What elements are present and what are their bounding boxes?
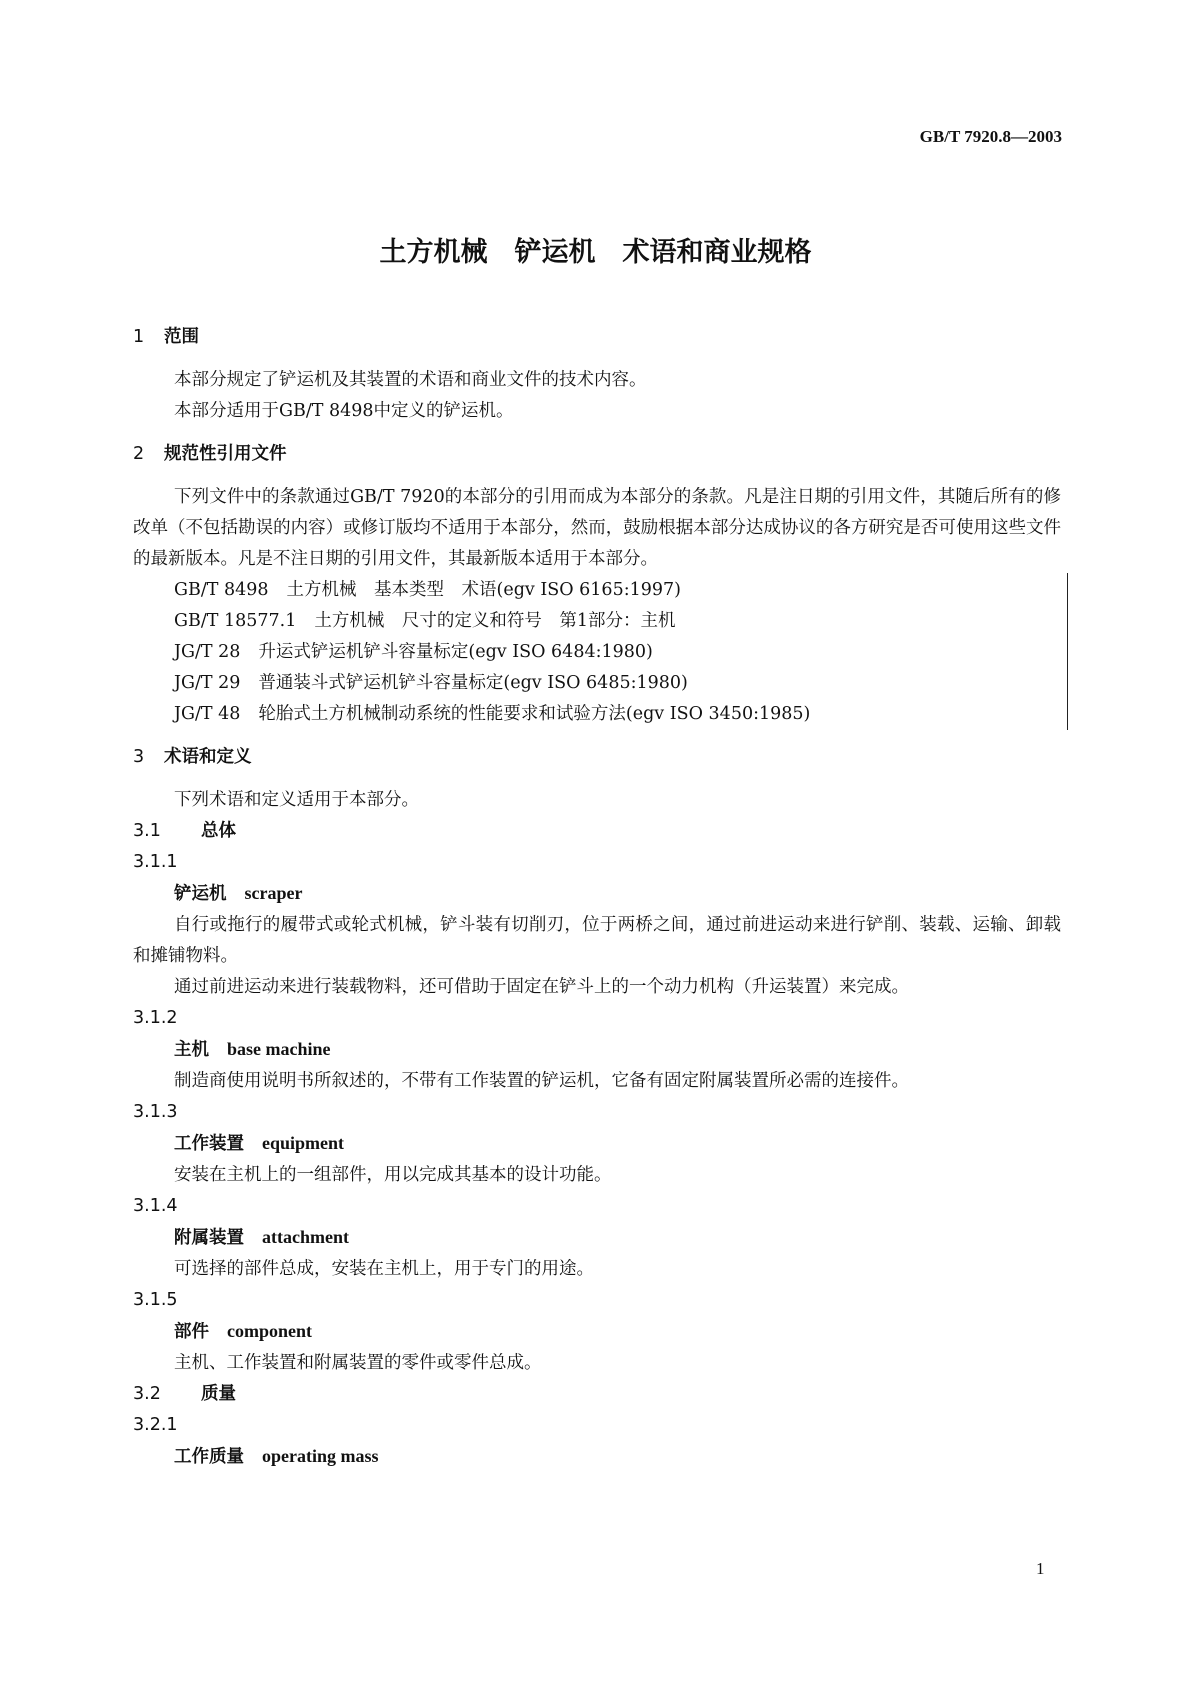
term-chinese: 工作装置 — [174, 1134, 244, 1154]
subsection-3-2-heading — [133, 1379, 1061, 1410]
reference-code: GB/T 8498 — [174, 580, 269, 600]
standard-number: GB/T 7920.8—2003 — [919, 127, 1062, 146]
term-english: component — [227, 1321, 312, 1341]
document-body — [133, 322, 1061, 1473]
section-title: 规范性引用文件 — [164, 444, 287, 464]
term-chinese: 部件 — [174, 1322, 209, 1342]
reference-title: 土方机械 尺寸的定义和符号 第1部分：主机 — [314, 611, 676, 631]
subsection-number: 3.2 — [133, 1384, 161, 1404]
term-definition: 主机、工作装置和附属装置的零件或零件总成。 — [174, 1353, 542, 1373]
page-number: 1 — [1036, 1559, 1045, 1578]
revision-bar — [1067, 573, 1068, 730]
reference-item — [133, 637, 1061, 668]
section-3-heading — [133, 742, 1061, 773]
reference-title: 升运式铲运机铲斗容量标定(egv ISO 6484:1980) — [258, 642, 653, 662]
term-note: 通过前进运动来进行装载物料，还可借助于固定在铲斗上的一个动力机构（升运装置）来完成。 — [174, 977, 909, 997]
term-english: scraper — [244, 883, 303, 903]
term-entry — [133, 1128, 1061, 1160]
paragraph: 本部分规定了铲运机及其装置的术语和商业文件的技术内容。 — [174, 370, 647, 390]
subsection-title: 质量 — [201, 1384, 236, 1404]
term-definition: 可选择的部件总成，安装在主机上，用于专门的用途。 — [174, 1259, 594, 1279]
term-english: base machine — [227, 1039, 331, 1059]
section-title: 术语和定义 — [164, 747, 252, 767]
subsection-3-1-heading — [133, 816, 1061, 847]
subsection-title: 总体 — [201, 821, 236, 841]
term-english: attachment — [262, 1227, 349, 1247]
term-chinese: 主机 — [174, 1040, 209, 1060]
term-entry — [133, 878, 1061, 910]
term-chinese: 附属装置 — [174, 1228, 244, 1248]
term-entry — [133, 1222, 1061, 1254]
reference-item — [133, 575, 1061, 606]
section-1-heading — [133, 322, 1061, 353]
term-english: operating mass — [262, 1446, 379, 1466]
reference-item — [133, 668, 1061, 699]
term-chinese: 铲运机 — [174, 884, 227, 904]
paragraph: 下列文件中的条款通过GB/T 7920的本部分的引用而成为本部分的条款。凡是注日期的引用文件，其随后所有的修改单（不包括勘误的内容）或修订版均不适用于本部分，然而，鼓励根据本部分达成协议的各方研究是否可使用这些文件的最新版本。凡是不注日期的引用文件，其最新版本适用于本部分。 — [133, 487, 1061, 569]
term-definition: 安装在主机上的一组部件，用以完成其基本的设计功能。 — [174, 1165, 612, 1185]
term-entry — [133, 1316, 1061, 1348]
reference-item — [133, 699, 1061, 730]
term-entry — [133, 1034, 1061, 1066]
subsection-number: 3.1 — [133, 821, 161, 841]
section-number: 2 — [133, 444, 145, 464]
clause-number: 3.1.3 — [133, 1102, 178, 1122]
clause-number: 3.1.2 — [133, 1008, 178, 1028]
paragraph: 下列术语和定义适用于本部分。 — [174, 790, 419, 810]
section-title: 范围 — [164, 327, 199, 347]
clause-number: 3.1.1 — [133, 852, 178, 872]
reference-title: 轮胎式土方机械制动系统的性能要求和试验方法(egv ISO 3450:1985) — [258, 704, 811, 724]
term-chinese: 工作质量 — [174, 1447, 244, 1467]
section-2-heading — [133, 439, 1061, 470]
document-title: 土方机械 铲运机 术语和商业规格 — [379, 237, 812, 268]
section-number: 3 — [133, 747, 145, 767]
term-english: equipment — [262, 1133, 345, 1153]
clause-number: 3.1.5 — [133, 1290, 178, 1310]
section-number: 1 — [133, 327, 145, 347]
term-entry — [133, 1441, 1061, 1473]
term-definition: 自行或拖行的履带式或轮式机械，铲斗装有切削刃，位于两桥之间，通过前进运动来进行铲削、装载、运输、卸载和摊铺物料。 — [133, 915, 1061, 966]
reference-item — [133, 606, 1061, 637]
clause-number: 3.2.1 — [133, 1415, 178, 1435]
reference-code: JG/T 28 — [174, 642, 241, 662]
reference-title: 土方机械 基本类型 术语(egv ISO 6165:1997) — [286, 580, 681, 600]
reference-list — [133, 575, 1061, 730]
reference-title: 普通装斗式铲运机铲斗容量标定(egv ISO 6485:1980) — [258, 673, 688, 693]
reference-code: JG/T 48 — [174, 704, 241, 724]
term-definition: 制造商使用说明书所叙述的，不带有工作装置的铲运机，它备有固定附属装置所必需的连接件。 — [174, 1071, 909, 1091]
paragraph: 本部分适用于GB/T 8498中定义的铲运机。 — [174, 401, 514, 421]
reference-code: GB/T 18577.1 — [174, 611, 297, 631]
clause-number: 3.1.4 — [133, 1196, 178, 1216]
reference-code: JG/T 29 — [174, 673, 241, 693]
